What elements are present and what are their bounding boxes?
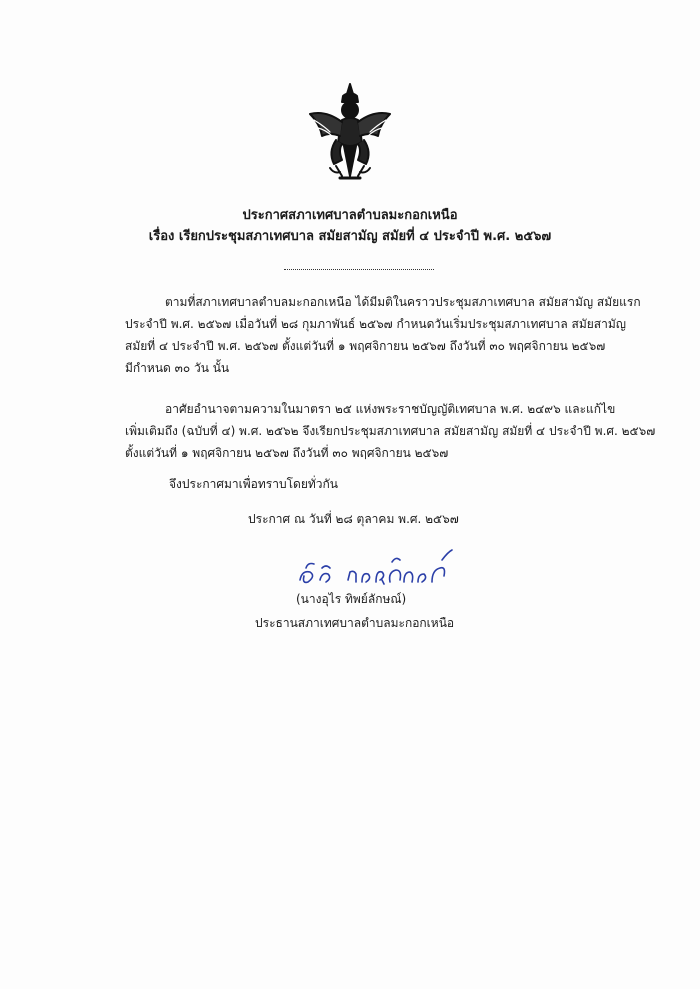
garuda-emblem-icon xyxy=(300,80,400,190)
announcement-subject: เรื่อง เรียกประชุมสภาเทศบาล สมัยสามัญ สมัยที่ ๔ ประจำปี พ.ศ. ๒๕๖๗ xyxy=(148,229,552,244)
announcement-title: ประกาศสภาเทศบาลตำบลมะกอกเหนือ xyxy=(242,208,458,223)
paragraph-2 xyxy=(125,398,656,464)
paragraph-1-line: ตามที่สภาเทศบาลตำบลมะกอกเหนือ ได้มีมติในคราวประชุมสภาเทศบาล สมัยสามัญ สมัยแรก xyxy=(165,295,641,309)
signer-position: ประธานสภาเทศบาลตำบลมะกอกเหนือ xyxy=(255,616,455,630)
paragraph-2-line: เพิ่มเติมถึง (ฉบับที่ ๔) พ.ศ. ๒๕๖๒ จึงเรียกประชุมสภาเทศบาล สมัยสามัญ สมัยที่ ๔ ประจำปี พ.ศ. ๒๕๖๗ xyxy=(125,424,656,438)
notice-text: จึงประกาศมาเพื่อทราบโดยทั่วกัน xyxy=(169,477,338,491)
paragraph-1-line: มีกำหนด ๓๐ วัน นั้น xyxy=(125,361,230,375)
paragraph-1 xyxy=(125,291,641,379)
given-date: ประกาศ ณ วันที่ ๒๘ ตุลาคม พ.ศ. ๒๕๖๗ xyxy=(248,512,459,526)
paragraph-2-line: ตั้งแต่วันที่ ๑ พฤศจิกายน ๒๕๖๗ ถึงวันที่ ๓๐ พฤศจิกายน ๒๕๖๗ xyxy=(125,446,449,460)
signer-name: (นางอุไร ทิพย์ลักษณ์) xyxy=(296,592,407,606)
paragraph-1-line: สมัยที่ ๔ ประจำปี พ.ศ. ๒๕๖๗ ตั้งแต่วันที่ ๑ พฤศจิกายน ๒๕๖๗ ถึงวันที่ ๓๐ พฤศจิกายน ๒๕๖๗ xyxy=(125,339,606,353)
dotted-divider xyxy=(284,269,434,270)
paragraph-2-line: อาศัยอำนาจตามความในมาตรา ๒๕ แห่งพระราชบัญญัติเทศบาล พ.ศ. ๒๔๙๖ และแก้ไข xyxy=(165,402,616,416)
paragraph-1-line: ประจำปี พ.ศ. ๒๕๖๗ เมื่อวันที่ ๒๘ กุมภาพันธ์ ๒๕๖๗ กำหนดวันเริ่มประชุมสภาเทศบาล สมัยสามัญ xyxy=(125,317,626,331)
